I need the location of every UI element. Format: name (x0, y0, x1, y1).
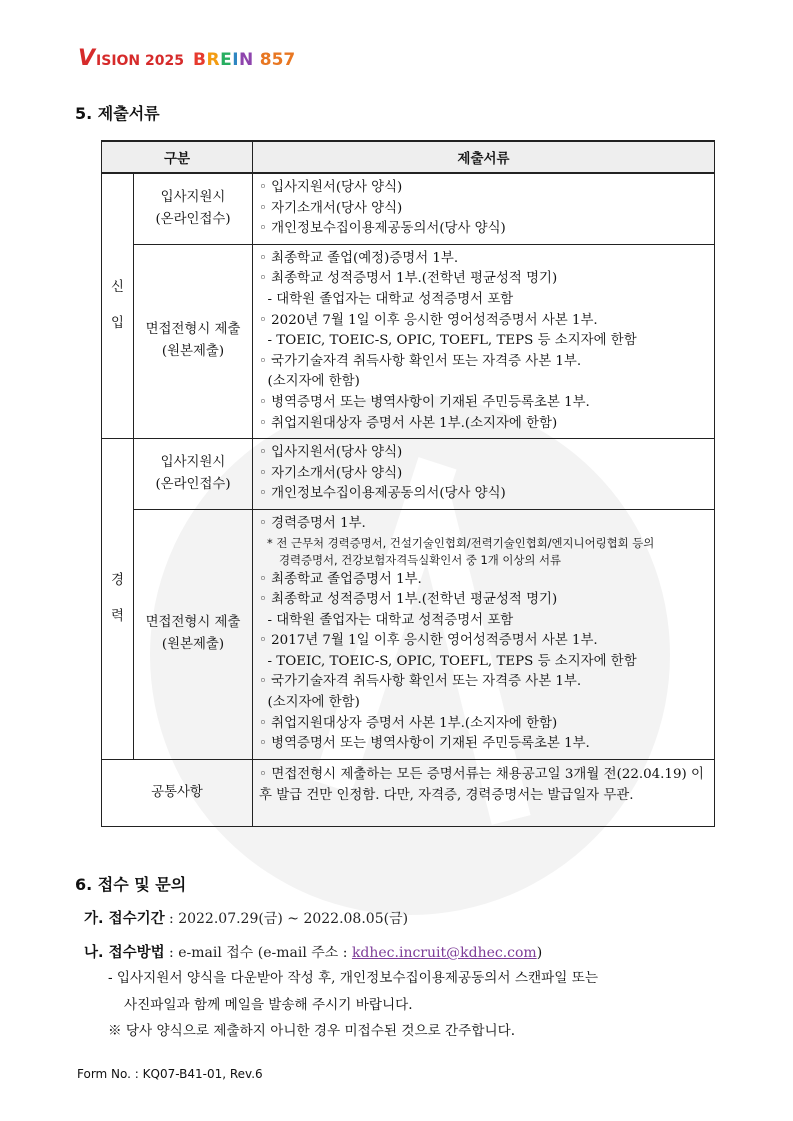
list-item: ◦ 국가기술자격 취득사항 확인서 또는 자격증 사본 1부. (259, 353, 582, 369)
common-text-cell (253, 759, 715, 826)
label-line: (온라인접수) (155, 211, 231, 227)
method-close: ) (536, 945, 543, 961)
common-label: 공통사항 (102, 759, 253, 826)
label-line: (원본제출) (161, 637, 225, 653)
logo-brein-letter: N (239, 50, 254, 70)
group-new (102, 173, 134, 439)
table-row (102, 759, 715, 826)
list-item: ◦ 자기소개서(당사 양식) (259, 465, 403, 481)
method-label: 나. 접수방법 (84, 945, 165, 961)
new-apply-items (253, 173, 715, 244)
list-item: - TOEIC, TOEIC-S, OPIC, TOEFL, TEPS 등 소지자에 한함 (259, 333, 637, 349)
list-item: ◦ 2017년 7월 1일 이후 응시한 영어성적증명서 사본 1부. (259, 633, 598, 649)
list-item: (소지자에 한함) (259, 695, 360, 711)
table-row (102, 509, 715, 759)
list-item: ◦ 최종학교 졸업(예정)증명서 1부. (259, 250, 459, 266)
label-line: (온라인접수) (155, 477, 231, 493)
group-new-char: 입 (111, 316, 124, 332)
career-apply-items (253, 439, 715, 510)
method-value: : e-mail 접수 (e-mail 주소 : (164, 945, 352, 961)
list-item: ◦ 개인정보수집이용제공동의서(당사 양식) (259, 486, 506, 502)
logo-vision-year: ISION 2025 (96, 53, 184, 69)
documents-table (101, 140, 715, 827)
method-note: ※ 당사 양식으로 제출하지 아니한 경우 미접수된 것으로 간주합니다. (108, 1023, 516, 1039)
header-category: 구분 (102, 141, 253, 173)
list-item: - TOEIC, TOEIC-S, OPIC, TOEFL, TEPS 등 소지자에 한함 (259, 653, 637, 669)
section-6-title: 6. 접수 및 문의 (75, 875, 187, 894)
list-item: ◦ 입사지원서(당사 양식) (259, 445, 403, 461)
table-header-row (102, 141, 715, 173)
table-row (102, 439, 715, 510)
header-logo (78, 46, 295, 71)
table-row (102, 244, 715, 438)
logo-v: V (78, 46, 96, 71)
list-item: ◦ 병역증명서 또는 병역사항이 기재된 주민등록초본 1부. (259, 394, 590, 410)
email-link[interactable]: kdhec.incruit@kdhec.com (351, 945, 537, 961)
label-line: 면접전형시 제출 (145, 322, 241, 338)
list-item: - 대학원 졸업자는 대학교 성적증명서 포함 (259, 612, 514, 628)
logo-brein-letter: I (232, 50, 240, 70)
period-value: : 2022.07.29(금) ~ 2022.08.05(금) (164, 911, 409, 927)
list-item: ◦ 병역증명서 또는 병역사항이 기재된 주민등록초본 1부. (259, 736, 590, 752)
new-interview-items (253, 244, 715, 438)
logo-brein-letter: R (206, 50, 221, 70)
label-line: 입사지원시 (160, 455, 226, 471)
list-item: ◦ 최종학교 성적증명서 1부.(전학년 평균성적 명기) (259, 271, 558, 287)
new-interview-label (134, 244, 253, 438)
group-career-char: 경 (111, 572, 124, 588)
list-item: ◦ 취업지원대상자 증명서 사본 1부.(소지자에 한함) (259, 715, 558, 731)
label-line: (원본제출) (161, 344, 225, 360)
list-item: ◦ 최종학교 졸업증명서 1부. (259, 571, 422, 587)
period-label: 가. 접수기간 (84, 911, 165, 927)
list-item: ◦ 2020년 7월 1일 이후 응시한 영어성적증명서 사본 1부. (259, 312, 598, 328)
list-item: ◦ 자기소개서(당사 양식) (259, 200, 403, 216)
method-line (84, 941, 542, 962)
list-item: ◦ 취업지원대상자 증명서 사본 1부.(소지자에 한함) (259, 415, 558, 431)
method-desc-line-1: - 입사지원서 양식을 다운받아 작성 후, 개인정보수집이용제공동의서 스캔파일 또는 (108, 970, 598, 986)
list-item: (소지자에 한함) (259, 374, 360, 390)
list-item: ◦ 최종학교 성적증명서 1부.(전학년 평균성적 명기) (259, 592, 558, 608)
list-item: - 대학원 졸업자는 대학교 성적증명서 포함 (259, 291, 514, 307)
period-line (84, 907, 408, 928)
footnote-line: * 전 근무처 경력증명서, 건설기술인협회/전력기술인협회/엔지니어링협회 등의 (267, 535, 655, 550)
list-item: ◦ 개인정보수집이용제공동의서(당사 양식) (259, 221, 506, 237)
section-5-title: 5. 제출서류 (75, 104, 160, 123)
logo-number: 857 (259, 50, 296, 70)
label-line: 면접전형시 제출 (145, 615, 241, 631)
new-apply-label (134, 173, 253, 244)
footnote-line: 경력증명서, 건강보험자격득실확인서 중 1개 이상의 서류 (279, 553, 562, 567)
logo-brein (193, 50, 254, 70)
list-item: ◦ 국가기술자격 취득사항 확인서 또는 자격증 사본 1부. (259, 674, 582, 690)
form-number: Form No. : KQ07-B41-01, Rev.6 (77, 1067, 263, 1081)
group-career-char: 력 (111, 608, 124, 624)
list-item: ◦ 경력증명서 1부. (259, 515, 366, 531)
header-documents: 제출서류 (253, 141, 715, 173)
table-row (102, 173, 715, 244)
label-line: 입사지원시 (160, 189, 226, 205)
career-apply-label (134, 439, 253, 510)
logo-brein-letter: B (193, 50, 207, 70)
career-interview-items (253, 509, 715, 759)
group-career (102, 439, 134, 760)
career-interview-label (134, 509, 253, 759)
group-new-char: 신 (111, 280, 124, 296)
method-desc-line-2: 사진파일과 함께 메일을 발송해 주시기 바랍니다. (124, 997, 413, 1013)
list-item: ◦ 입사지원서(당사 양식) (259, 180, 403, 195)
logo-brein-letter: E (220, 50, 233, 70)
common-text: ◦ 면접전형시 제출하는 모든 증명서류는 채용공고일 3개월 전(22.04.19) 이후 발급 건만 인정함. 다만, 자격증, 경력증명서는 발급일자 무관. (259, 766, 704, 803)
